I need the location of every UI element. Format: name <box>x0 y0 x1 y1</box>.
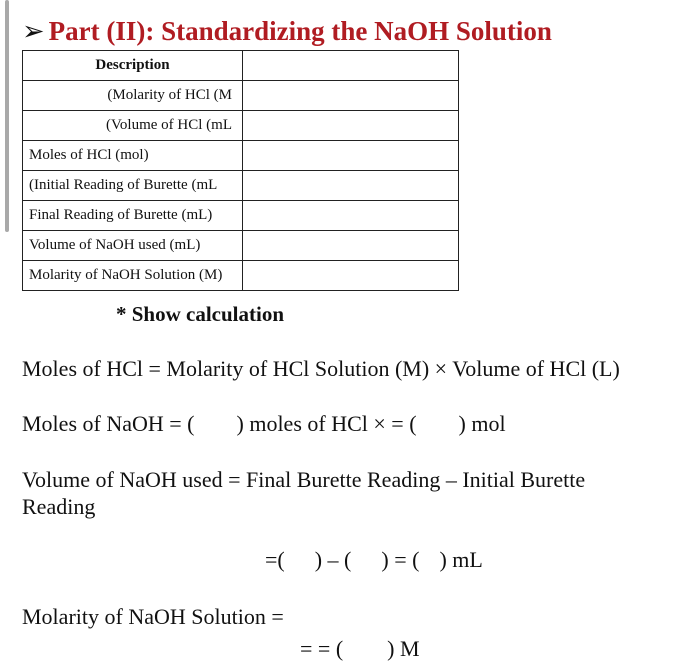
row-label-volume-hcl: (Volume of HCl (mL <box>23 111 243 141</box>
volume-calc-part-c: ) = ( <box>381 547 420 572</box>
volume-calc-equation <box>265 547 483 573</box>
row-value-volume-hcl[interactable] <box>243 111 459 141</box>
data-table <box>22 50 459 291</box>
table-row <box>23 201 459 231</box>
row-value-initial-reading[interactable] <box>243 171 459 201</box>
moles-naoh-part-b: ) moles of HCl × = ( <box>236 411 417 436</box>
table-row <box>23 171 459 201</box>
table-header-row <box>23 51 459 81</box>
volume-calc-part-d: ) mL <box>439 547 483 572</box>
left-margin-bar <box>5 0 9 232</box>
row-value-molarity-naoh[interactable] <box>243 261 459 291</box>
volume-calc-part-b: ) – ( <box>314 547 352 572</box>
row-value-moles-hcl[interactable] <box>243 141 459 171</box>
row-label-final-reading: Final Reading of Burette (mL) <box>23 201 243 231</box>
row-label-molarity-hcl: (Molarity of HCl (M <box>23 81 243 111</box>
section-title-text: Part (II): Standardizing the NaOH Solution <box>48 16 552 46</box>
arrow-bullet-icon: ➢ <box>22 16 45 46</box>
molarity-calc-part-a: = = ( <box>300 636 344 661</box>
table-row <box>23 141 459 171</box>
volume-naoh-line-2: Reading <box>22 494 96 519</box>
row-value-final-reading[interactable] <box>243 201 459 231</box>
row-label-volume-naoh: Volume of NaOH used (mL) <box>23 231 243 261</box>
row-value-molarity-hcl[interactable] <box>243 81 459 111</box>
table-row <box>23 261 459 291</box>
row-value-volume-naoh[interactable] <box>243 231 459 261</box>
molarity-calc-part-b: ) M <box>387 636 420 661</box>
molarity-calc-equation <box>300 636 420 662</box>
table-row <box>23 231 459 261</box>
volume-calc-part-a: =( <box>265 547 285 572</box>
table-header-description: Description <box>23 51 243 81</box>
moles-hcl-equation: Moles of HCl = Molarity of HCl Solution (M) × Volume of HCl (L) <box>22 356 620 381</box>
moles-naoh-equation <box>22 411 506 437</box>
section-title <box>22 16 552 47</box>
moles-naoh-part-a: Moles of NaOH = ( <box>22 411 195 436</box>
row-label-moles-hcl: Moles of HCl (mol) <box>23 141 243 171</box>
row-label-molarity-naoh: Molarity of NaOH Solution (M) <box>23 261 243 291</box>
table-row <box>23 81 459 111</box>
show-calculation-heading: * Show calculation <box>116 302 285 326</box>
volume-naoh-equation <box>22 466 585 520</box>
molarity-naoh-label: Molarity of NaOH Solution = <box>22 604 284 629</box>
table-header-value <box>243 51 459 81</box>
row-label-initial-reading: (Initial Reading of Burette (mL <box>23 171 243 201</box>
table-row <box>23 111 459 141</box>
moles-naoh-part-c: ) mol <box>458 411 506 436</box>
volume-naoh-line-1: Volume of NaOH used = Final Burette Reading – Initial Burette <box>22 467 586 492</box>
